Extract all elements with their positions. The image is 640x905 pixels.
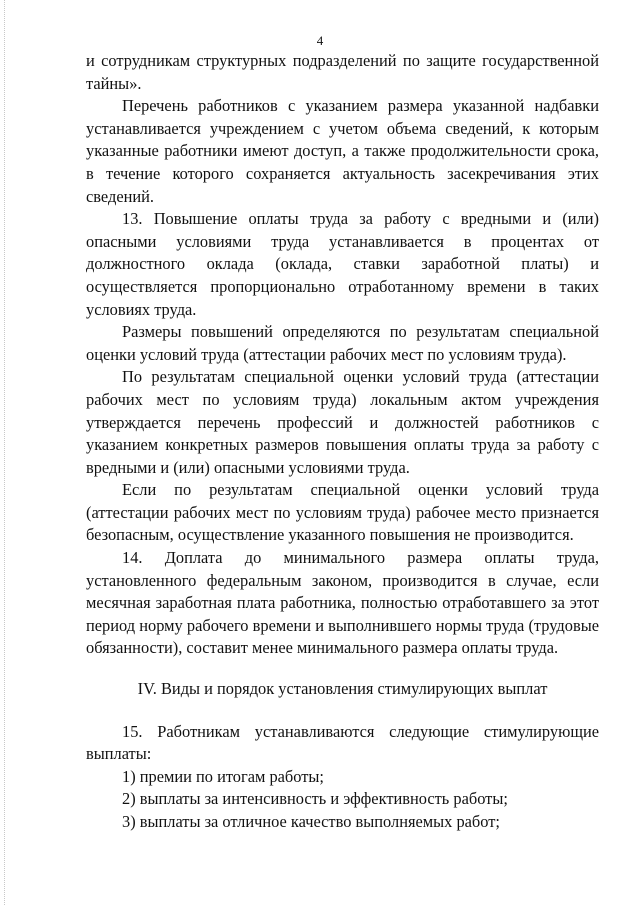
page-number: 4 — [316, 33, 324, 48]
paragraph-item-14: 14. Доплата до минимального размера оплаты труда, установленного федеральным законом, производится в случае, если месячная заработная плата работника, полностью отработавшего за этот период норму рабочего времени и выполнившего нормы труда (трудовые обязанности), составит менее минимального размера оплаты труда. — [86, 548, 599, 658]
paragraph: По результатам специальной оценки условий труда (аттестации рабочих мест по условиям труда) локальным актом учреждения утверждается перечень профессий и должностей работников с указанием конкретных размеров повышения оплаты труда за работу с вредными и (или) опасными условиями труда. — [86, 367, 599, 477]
list-item: 3) выплаты за отличное качество выполняемых работ; — [122, 812, 500, 831]
paragraph-item-13: 13. Повышение оплаты труда за работу с вредными и (или) опасными условиями труда устанавливается в процентах от должностного оклада (оклада, ставки заработной платы) и осуществляется пропорционально отработанному времени в таких условиях труда. — [86, 209, 599, 319]
paragraph: и сотрудникам структурных подразделений по защите государственной тайны». — [86, 51, 599, 93]
document-body — [86, 50, 599, 834]
list-item: 1) премии по итогам работы; — [122, 766, 324, 786]
paragraph: Размеры повышений определяются по результатам специальной оценки условий труда (аттестации рабочих мест по условиям труда). — [86, 322, 599, 364]
list-item: 2) выплаты за интенсивность и эффективность работы; — [122, 789, 508, 809]
paragraph: Если по результатам специальной оценки условий труда (аттестации рабочих мест по условиям труда) рабочее место признается безопасным, осуществление указанного повышения не производится. — [86, 480, 599, 545]
paragraph-item-15: 15. Работникам устанавливаются следующие стимулирующие выплаты: — [86, 721, 599, 764]
paragraph: Перечень работников с указанием размера указанной надбавки устанавливается учреждением с учетом объема сведений, к которым указанные работники имеют доступ, а также продолжительности срока, в течение которого сохраняется актуальность засекречивания этих сведений. — [86, 96, 599, 206]
page-edge-divider — [4, 0, 6, 905]
section-heading: IV. Виды и порядок установления стимулирующих выплат — [137, 679, 548, 699]
